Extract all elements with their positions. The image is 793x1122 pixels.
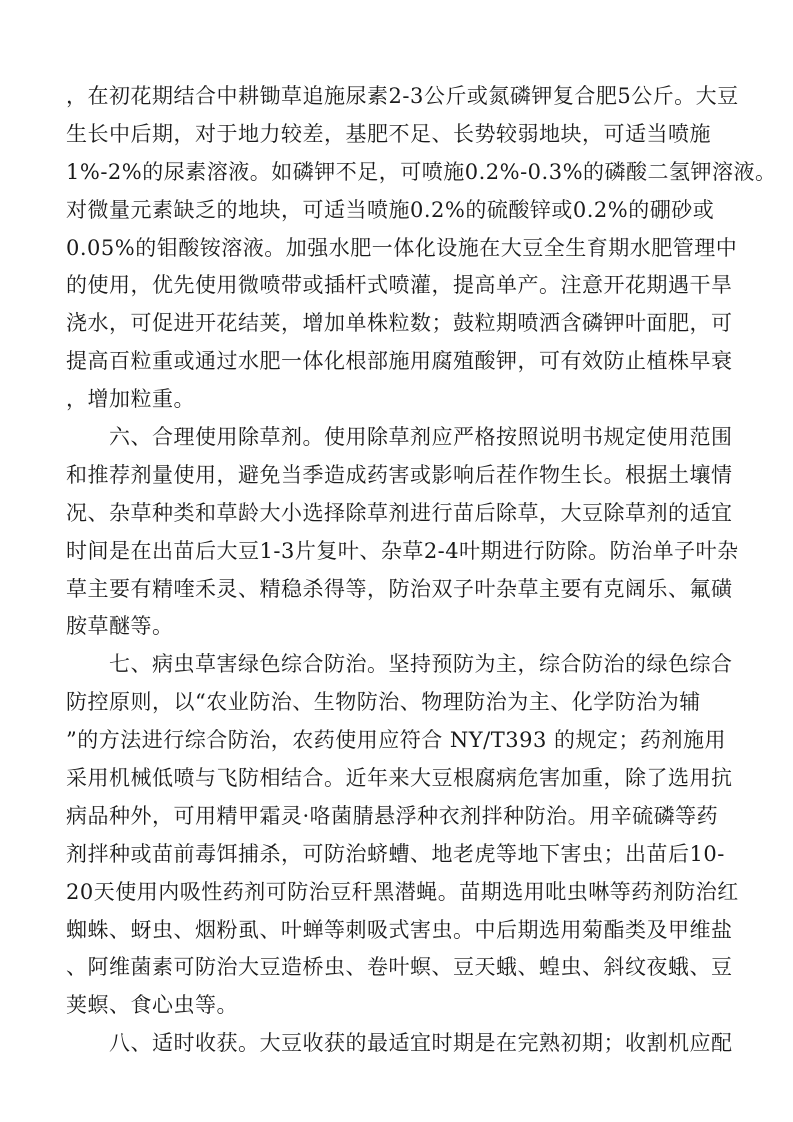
text-line: 和推荐剂量使用，避免当季造成药害或影响后茬作物生长。根据土壤情 — [66, 462, 733, 487]
document-page — [66, 78, 777, 1063]
text-line: 防控原则，以“农业防治、生物防治、物理防治为主、化学防治为辅 — [66, 690, 701, 715]
text-line: 浇水，可促进开花结荚，增加单株粒数；鼓粒期喷洒含磷钾叶面肥，可 — [66, 311, 733, 336]
text-line: 草主要有精喹禾灵、精稳杀得等，防治双子叶杂草主要有克阔乐、氟磺 — [66, 576, 733, 601]
text-line: 况、杂草种类和草龄大小选择除草剂进行苗后除草，大豆除草剂的适宜 — [66, 500, 733, 525]
text-line: 20天使用内吸性药剂可防治豆秆黑潜蝇。苗期选用吡虫啉等药剂防治红 — [66, 879, 739, 904]
text-line: ”的方法进行综合防治，农药使用应符合 NY/T393 的规定；药剂施用 — [66, 728, 726, 753]
text-line: 对微量元素缺乏的地块，可适当喷施0.2%的硫酸锌或0.2%的硼砂或 — [66, 197, 715, 222]
text-line: 胺草醚等。 — [66, 614, 174, 639]
text-line: 1%-2%的尿素溶液。如磷钾不足，可喷施0.2%-0.3%的磷酸二氢钾溶液。 — [66, 159, 777, 184]
section-heading-line: 七、病虫草害绿色综合防治。坚持预防为主，综合防治的绿色综合 — [66, 652, 733, 677]
text-line: 0.05%的钼酸铵溶液。加强水肥一体化设施在大豆全生育期水肥管理中 — [66, 235, 738, 260]
section-heading-line: 八、适时收获。大豆收获的最适宜时期是在完熟初期；收割机应配 — [66, 1031, 733, 1056]
text-line: 生长中后期，对于地力较差，基肥不足、长势较弱地块，可适当喷施 — [66, 121, 711, 146]
text-line: 蜘蛛、蚜虫、烟粉虱、叶蝉等刺吸式害虫。中后期选用菊酯类及甲维盐 — [66, 917, 733, 942]
text-line: 荚螟、食心虫等。 — [66, 993, 238, 1018]
text-line: 提高百粒重或通过水肥一体化根部施用腐殖酸钾，可有效防止植株早衰 — [66, 349, 733, 374]
text-line: 、阿维菌素可防治大豆造桥虫、卷叶螟、豆天蛾、蝗虫、斜纹夜蛾、豆 — [66, 955, 733, 980]
text-line: ，增加粒重。 — [66, 387, 195, 412]
text-line: 病品种外，可用精甲霜灵·咯菌腈悬浮种衣剂拌种防治。用辛硫磷等药 — [66, 803, 719, 828]
text-line: 剂拌种或苗前毒饵捕杀，可防治蛴螬、地老虎等地下害虫；出苗后10- — [66, 841, 725, 866]
text-line: ，在初花期结合中耕锄草追施尿素2-3公斤或氮磷钾复合肥5公斤。大豆 — [66, 84, 739, 108]
text-line: 时间是在出苗后大豆1-3片复叶、杂草2-4叶期进行防除。防治单子叶杂 — [66, 538, 739, 563]
text-line: 采用机械低喷与飞防相结合。近年来大豆根腐病危害加重，除了选用抗 — [66, 766, 733, 791]
section-heading-line: 六、合理使用除草剂。使用除草剂应严格按照说明书规定使用范围 — [66, 425, 733, 450]
text-line: 的使用，优先使用微喷带或插杆式喷灌，提高单产。注意开花期遇干旱 — [66, 273, 733, 298]
